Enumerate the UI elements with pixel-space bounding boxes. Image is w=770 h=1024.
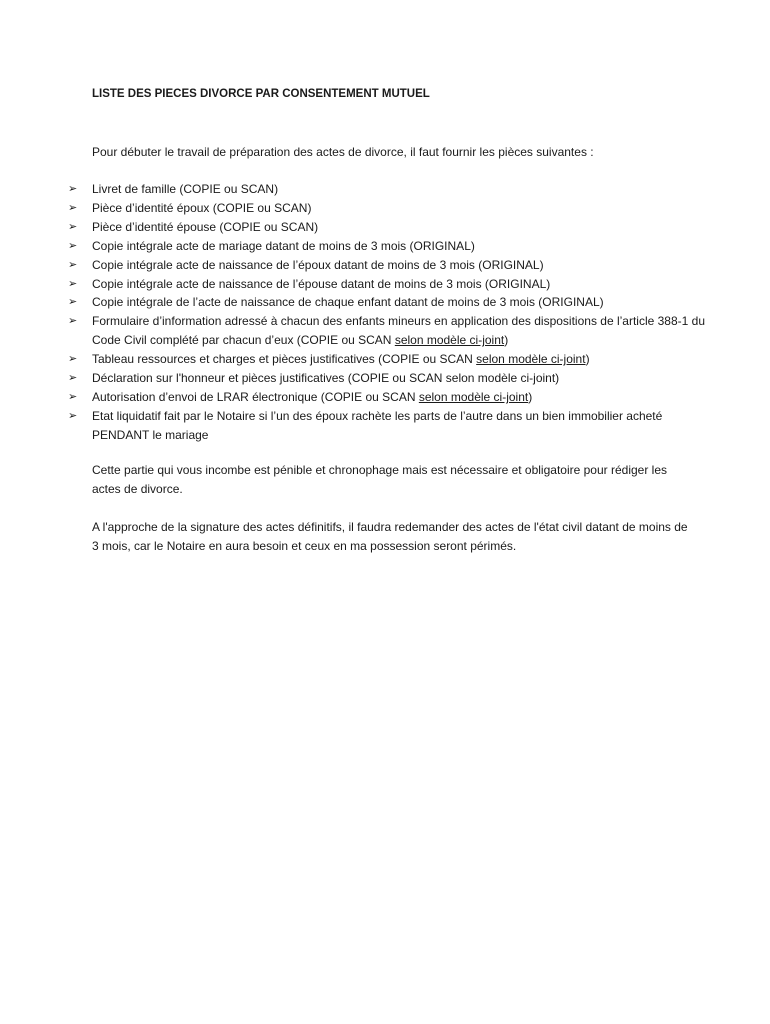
list-item-text: Copie intégrale acte de mariage datant de moins de 3 mois (ORIGINAL) [92, 238, 475, 253]
list-item-suffix: ) [528, 389, 533, 404]
list-item-text: Livret de famille (COPIE ou SCAN) [92, 182, 279, 196]
list-item [68, 256, 708, 275]
list-item [68, 180, 708, 199]
list-item-text: Etat liquidatif fait par le Notaire si l’un des époux rachète les parts de l’autre dans un bien immobilier acheté PENDANT le mariage [92, 408, 666, 442]
template-link[interactable]: selon modèle ci-joint [394, 333, 505, 348]
arrow-bullet-icon: ➢ [68, 409, 78, 422]
arrow-bullet-icon: ➢ [68, 277, 78, 290]
list-item [68, 237, 708, 256]
arrow-bullet-icon: ➢ [68, 220, 78, 233]
intro-text: Pour débuter le travail de préparation des actes de divorce, il faut fournir les pièces suivantes : [92, 145, 594, 159]
arrow-bullet-icon: ➢ [68, 239, 78, 252]
list-item [68, 218, 708, 237]
list-item-text: Pièce d’identité épouse (COPIE ou SCAN) [92, 219, 319, 234]
list-item-suffix: ) [504, 333, 509, 348]
arrow-bullet-icon: ➢ [68, 296, 78, 309]
documents-list [68, 180, 708, 445]
arrow-bullet-icon: ➢ [68, 353, 78, 366]
list-item [68, 199, 708, 218]
arrow-bullet-icon: ➢ [68, 183, 78, 195]
arrow-bullet-icon: ➢ [68, 315, 78, 328]
arrow-bullet-icon: ➢ [68, 258, 78, 271]
list-item-text: Autorisation d’envoi de LRAR électronique (COPIE ou SCAN [92, 389, 419, 404]
list-item-text: Déclaration sur l'honneur et pièces justificatives (COPIE ou SCAN selon modèle ci-joint) [92, 371, 560, 386]
arrow-bullet-icon: ➢ [68, 390, 78, 403]
list-item-text: Copie intégrale de l’acte de naissance de chaque enfant datant de moins de 3 mois (ORIGINAL) [92, 295, 604, 310]
paragraph-effort-note: Cette partie qui vous incombe est pénible et chronophage mais est nécessaire et obligatoire pour rédiger les actes de divorce. [92, 463, 668, 496]
list-item [68, 275, 708, 294]
list-item [68, 369, 708, 388]
list-item [68, 312, 708, 350]
list-item [68, 350, 708, 369]
list-item-text: Copie intégrale acte de naissance de l’épouse datant de moins de 3 mois (ORIGINAL) [92, 276, 551, 291]
paragraph-renewal-note: A l'approche de la signature des actes définitifs, il faudra redemander des actes de l'état civil datant de moins de 3 mois, car le Notaire en aura besoin et ceux en ma possession seront périmés. [92, 520, 688, 553]
list-item [68, 388, 708, 407]
list-item [68, 293, 708, 312]
arrow-bullet-icon: ➢ [68, 372, 78, 385]
arrow-bullet-icon: ➢ [68, 201, 78, 214]
list-item [68, 407, 708, 445]
list-item-text: Pièce d’identité époux (COPIE ou SCAN) [92, 200, 312, 215]
list-item-text: Tableau ressources et charges et pièces justificatives (COPIE ou SCAN [92, 352, 477, 367]
list-item-text: Formulaire d’information adressé à chacun des enfants mineurs en application des dispositions de l’article 388-1 du Code Civil complété par chacun d’eux (COPIE ou SCAN [92, 314, 709, 348]
list-item-text: Copie intégrale acte de naissance de l’époux datant de moins de 3 mois (ORIGINAL) [92, 257, 544, 272]
document-title: LISTE DES PIECES DIVORCE PAR CONSENTEMENT MUTUEL [92, 88, 430, 100]
template-link[interactable]: selon modèle ci-joint [418, 389, 529, 404]
list-item-suffix: ) [585, 352, 590, 367]
template-link[interactable]: selon modèle ci-joint [476, 352, 586, 367]
